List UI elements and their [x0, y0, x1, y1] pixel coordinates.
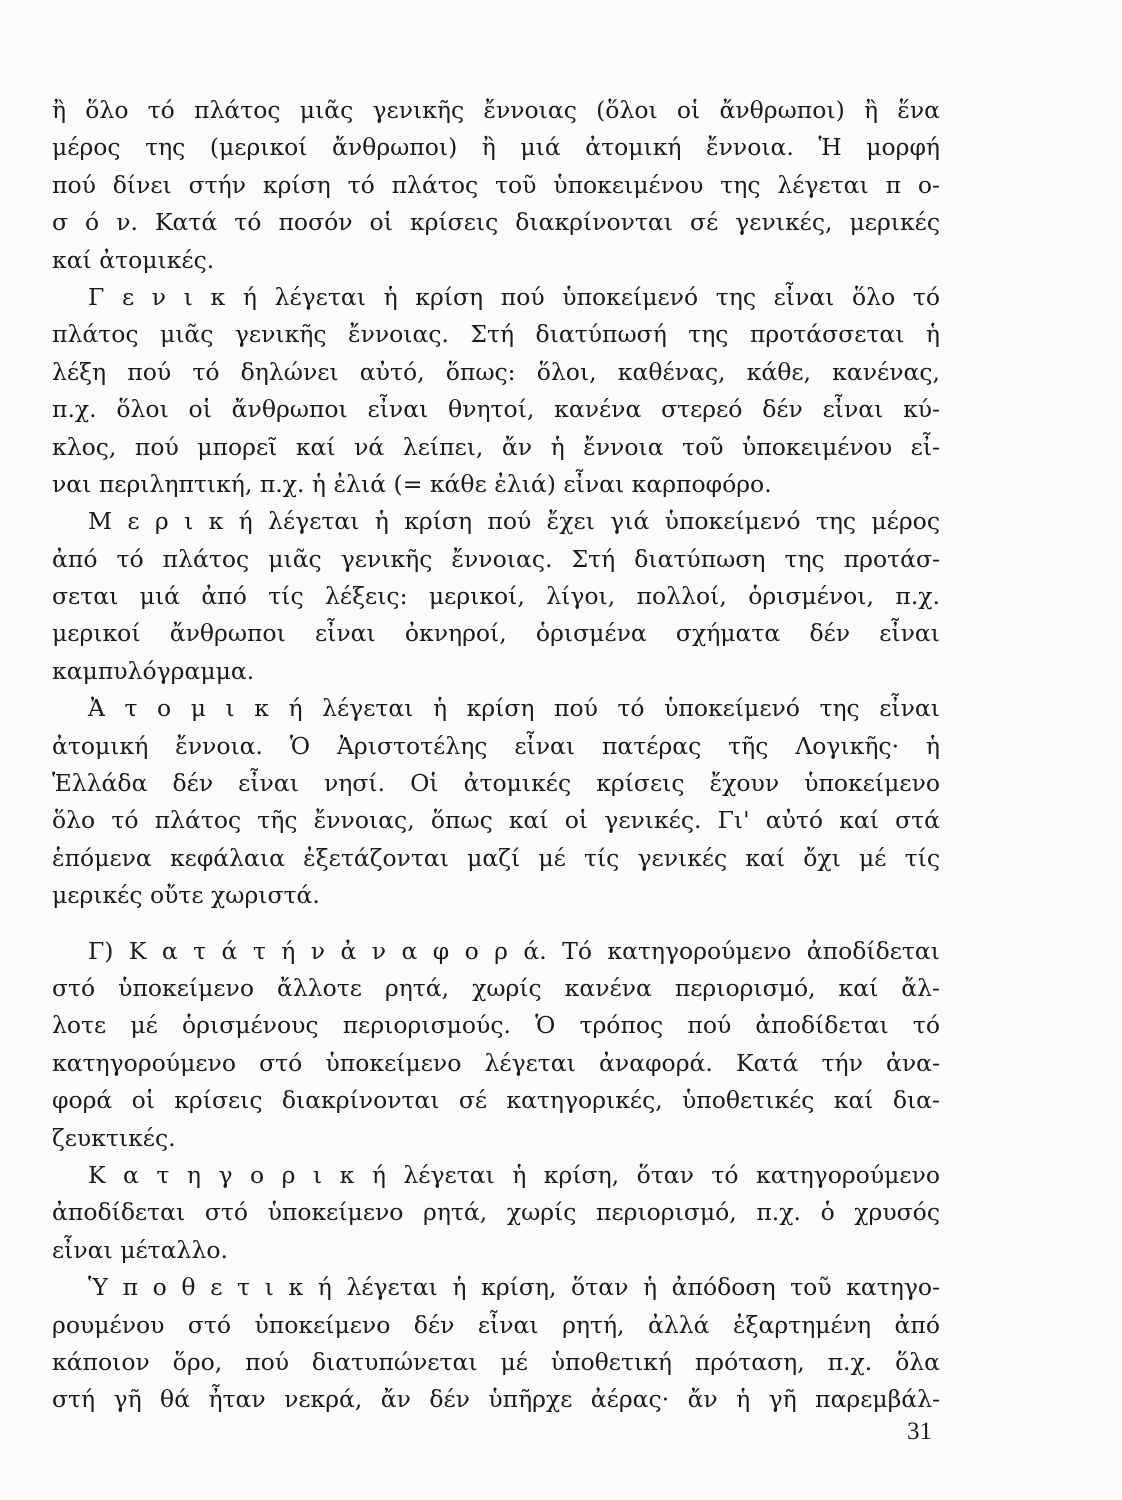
text-line: ἀτομική ἔννοια. Ὁ Ἀριστοτέλης εἶναι πατέρας τῆς Λογικῆς· ἡ — [52, 731, 940, 760]
text-line: Γ ε ν ι κ ή λέγεται ἡ κρίση πού ὑποκείμενό της εἶναι ὅλο τό — [88, 282, 940, 311]
text-line: ἀπό τό πλάτος μιᾶς γενικῆς ἔννοιας. Στή διατύπωση της προτάσ- — [52, 544, 940, 573]
text-line: πού δίνει στήν κρίση τό πλάτος τοῦ ὑποκειμένου της λέγεται π ο- — [52, 170, 940, 199]
text-line: ἢ ὅλο τό πλάτος μιᾶς γενικῆς ἔννοιας (ὅλοι οἱ ἄνθρωποι) ἢ ἕνα — [52, 96, 940, 124]
body-text — [52, 92, 940, 1419]
text-line: Μ ε ρ ι κ ή λέγεται ἡ κρίση πού ἔχει γιά ὑποκείμενό της μέρος — [88, 507, 940, 536]
text-line: εἶναι μέταλλο. — [52, 1235, 228, 1264]
text-line: ρουμένου στό ὑποκείμενο δέν εἶναι ρητή, ἀλλά ἐξαρτημένη ἀπό — [52, 1310, 940, 1339]
text-line: στή γῆ θά ἦταν νεκρά, ἄν δέν ὑπῆρχε ἀέρας· ἄν ἡ γῆ παρεμβάλ- — [52, 1385, 940, 1414]
text-line: σ ό ν. Κατά τό ποσόν οἱ κρίσεις διακρίνονται σέ γενικές, μερικές — [52, 208, 940, 237]
text-line: καί ἀτομικές. — [52, 245, 215, 274]
text-line: σεται μιά ἀπό τίς λέξεις: μερικοί, λίγοι, πολλοί, ὁρισμένοι, π.χ. — [52, 582, 940, 611]
text-line: κλος, πού μπορεῖ καί νά λείπει, ἄν ἡ ἔννοια τοῦ ὑποκειμένου εἶ- — [52, 432, 940, 461]
text-line: Ἑλλάδα δέν εἶναι νησί. Οἱ ἀτομικές κρίσεις ἔχουν ὑποκείμενο — [52, 769, 940, 798]
text-line: κάποιον ὅρο, πού διατυπώνεται μέ ὑποθετική πρόταση, π.χ. ὅλα — [52, 1347, 940, 1376]
text-line: μερικές οὔτε χωριστά. — [52, 881, 320, 910]
text-line: μέρος της (μερικοί ἄνθρωποι) ἢ μιά ἀτομική ἔννοια. Ἡ μορφή — [52, 133, 940, 162]
text-line: στό ὑποκείμενο ἄλλοτε ρητά, χωρίς κανένα περιορισμό, καί ἄλ- — [52, 973, 940, 1002]
text-line: καμπυλόγραμμα. — [52, 656, 255, 685]
text-line: λέξη πού τό δηλώνει αὐτό, ὅπως: ὅλοι, καθένας, κάθε, κανένας, — [52, 357, 940, 386]
text-line: κατηγορούμενο στό ὑποκείμενο λέγεται ἀναφορά. Κατά τήν ἀνα- — [52, 1048, 940, 1077]
text-line: ναι περιληπτική, π.χ. ἡ ἐλιά (= κάθε ἐλιά) εἶναι καρποφόρο. — [52, 469, 772, 498]
text-line: ἑπόμενα κεφάλαια ἐξετάζονται μαζί μέ τίς γενικές καί ὄχι μέ τίς — [52, 843, 940, 872]
text-line: ἀποδίδεται στό ὑποκείμενο ρητά, χωρίς περιορισμό, π.χ. ὁ χρυσός — [52, 1198, 940, 1227]
page-number: 31 — [907, 1418, 932, 1445]
text-line: ζευκτικές. — [52, 1123, 176, 1152]
text-line: Ἀ τ ο μ ι κ ή λέγεται ἡ κρίση πού τό ὑποκείμενό της εἶναι — [88, 694, 940, 723]
text-line: μερικοί ἄνθρωποι εἶναι ὀκνηροί, ὁρισμένα σχήματα δέν εἶναι — [52, 619, 940, 648]
text-line: Ὑ π ο θ ε τ ι κ ή λέγεται ἡ κρίση, ὅταν ἡ ἀπόδοση τοῦ κατηγο- — [88, 1273, 940, 1302]
text-line: λοτε μέ ὁρισμένους περιορισμούς. Ὁ τρόπος πού ἀποδίδεται τό — [52, 1011, 940, 1040]
text-line: π.χ. ὅλοι οἱ ἄνθρωποι εἶναι θνητοί, κανένα στερεό δέν εἶναι κύ- — [52, 395, 940, 424]
text-line: πλάτος μιᾶς γενικῆς ἔννοιας. Στή διατύπωσή της προτάσσεται ἡ — [52, 320, 940, 349]
text-line: φορά οἱ κρίσεις διακρίνονται σέ κατηγορικές, ὑποθετικές καί δια- — [52, 1086, 940, 1115]
text-line: Γ) Κ α τ ά τ ή ν ἀ ν α φ ο ρ ά. Τό κατηγορούμενο ἀποδίδεται — [88, 936, 940, 965]
text-line: ὅλο τό πλάτος τῆς ἔννοιας, ὅπως καί οἱ γενικές. Γι' αὐτό καί στά — [52, 806, 940, 835]
text-line: Κ α τ η γ ο ρ ι κ ή λέγεται ἡ κρίση, ὅταν τό κατηγορούμενο — [88, 1160, 940, 1189]
